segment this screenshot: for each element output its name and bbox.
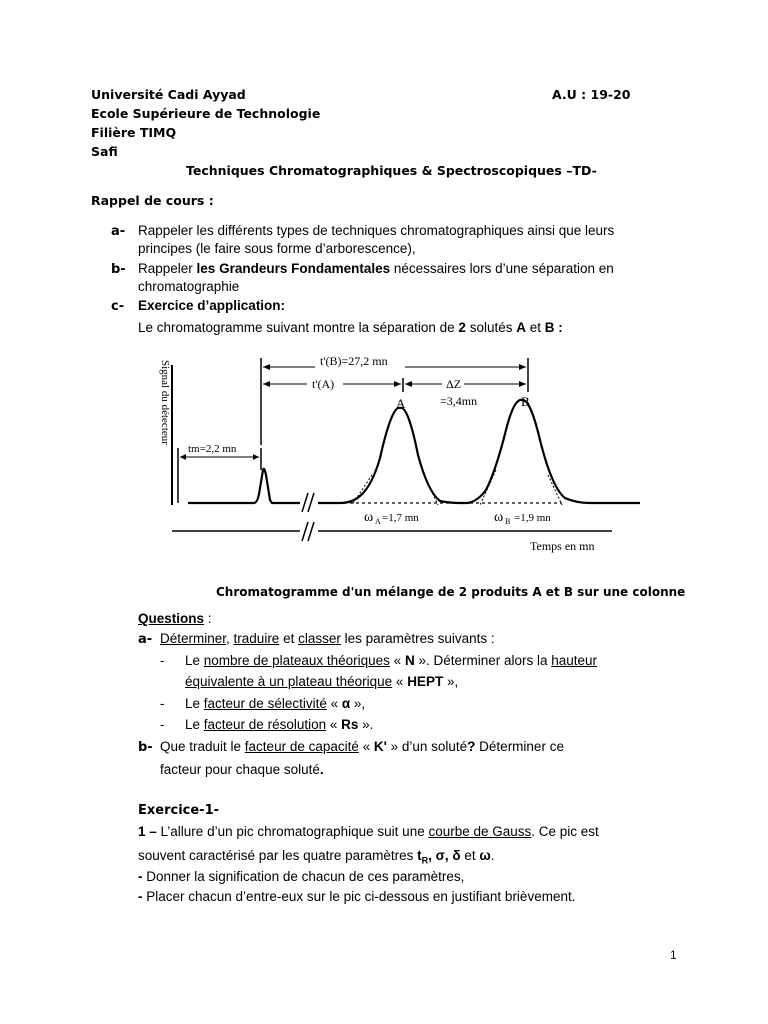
x-axis-label: Temps en mn (530, 539, 595, 553)
y-axis-label: Signal du détecteur (159, 360, 171, 445)
tm-label: tm=2,2 mn (188, 443, 237, 455)
exercice1-line1: 1 – L’allure d’un pic chromatographique suit une courbe de Gauss. Ce pic est (138, 824, 599, 839)
omega-b-symbol: ω (494, 510, 504, 525)
page-number: 1 (670, 948, 677, 962)
rappel-a-line1: Rappeler les différents types de techniques chromatographiques ainsi que leurs (138, 223, 615, 238)
question-item-n: Le nombre de plateaux théoriques « N ». Déterminer alors la hauteur (185, 653, 598, 668)
rappel-a-line2: principes (le faire sous forme d’arborescence), (138, 241, 416, 256)
item-marker-b: b- (111, 262, 126, 277)
exercice1-dash2: - Placer chacun d’entre-eux sur le pic ci-dessous en justifiant brièvement. (138, 889, 576, 904)
question-item-rs: Le facteur de résolution « Rs ». (185, 717, 374, 732)
rappel-heading: Rappel de cours : (91, 193, 214, 208)
filiere-name: Filière TIMQ (91, 125, 177, 140)
tangent-b-right (548, 475, 562, 505)
omega-a-symbol: ω (364, 510, 374, 525)
city-name: Safi (91, 144, 118, 159)
question-a-text: Déterminer, traduire et classer les paramètres suivants : (160, 631, 495, 646)
question-marker-b: b- (138, 740, 153, 755)
figure-caption: Chromatogramme d'un mélange de 2 produits A et B sur une colonne (216, 585, 686, 599)
omega-b-value: =1,9 mn (514, 512, 551, 524)
question-b-line2: facteur pour chaque soluté. (160, 762, 324, 777)
omega-a-value: =1,7 mn (382, 512, 419, 524)
omega-b-sub: B (505, 517, 511, 526)
question-item-hept: équivalente à un plateau théorique « HEPT », (185, 674, 459, 689)
tpB-label: t'(B)=27,2 mn (320, 354, 388, 368)
dz-label: ΔZ (446, 377, 462, 391)
question-item-alpha: Le facteur de sélectivité « α », (185, 696, 366, 711)
exercice-application-text: Le chromatogramme suivant montre la séparation de 2 solutés A et B : (138, 320, 563, 335)
dash-marker: - (160, 696, 165, 711)
x-axis-break (302, 522, 314, 541)
exercice1-dash1: - Donner la signification de chacun de ces paramètres, (138, 869, 465, 884)
dash-marker: - (160, 653, 165, 668)
rappel-b-line2: chromatographie (138, 279, 240, 294)
peak-b-label: B (521, 394, 530, 409)
chromatogram-trace (188, 400, 640, 503)
university-name: Université Cadi Ayyad (91, 87, 246, 102)
document-title: Techniques Chromatographiques & Spectroscopiques –TD- (186, 163, 597, 178)
trace-break (302, 493, 314, 512)
omega-a-sub: A (375, 517, 381, 526)
item-marker-a: a- (111, 224, 126, 239)
dz-value-label: =3,4mn (440, 394, 478, 408)
exercice1-heading: Exercice-1- (138, 803, 220, 818)
school-name: Ecole Supérieure de Technologie (91, 106, 321, 121)
item-marker-c: c- (111, 299, 125, 314)
rappel-b-line1: Rappeler les Grandeurs Fondamentales nécessaires lors d’une séparation en (138, 261, 614, 276)
question-b-line1: Que traduit le facteur de capacité « K' » d’un soluté? Déterminer ce (160, 739, 564, 754)
question-marker-a: a- (138, 632, 153, 647)
exercice1-line2: souvent caractérisé par les quatre paramètres $t_R$, σ, δ et ω. (138, 848, 495, 866)
tpA-label: t'(A) (312, 377, 335, 391)
dash-marker: - (160, 717, 165, 732)
academic-year: A.U : 19-20 (552, 87, 631, 102)
questions-heading: Questions : (138, 611, 212, 626)
peak-a-label: A (396, 396, 406, 411)
chromatogram-figure (140, 345, 640, 565)
tangent-a-right (424, 475, 438, 505)
exercice-application-title: Exercice d’application: (138, 298, 286, 313)
